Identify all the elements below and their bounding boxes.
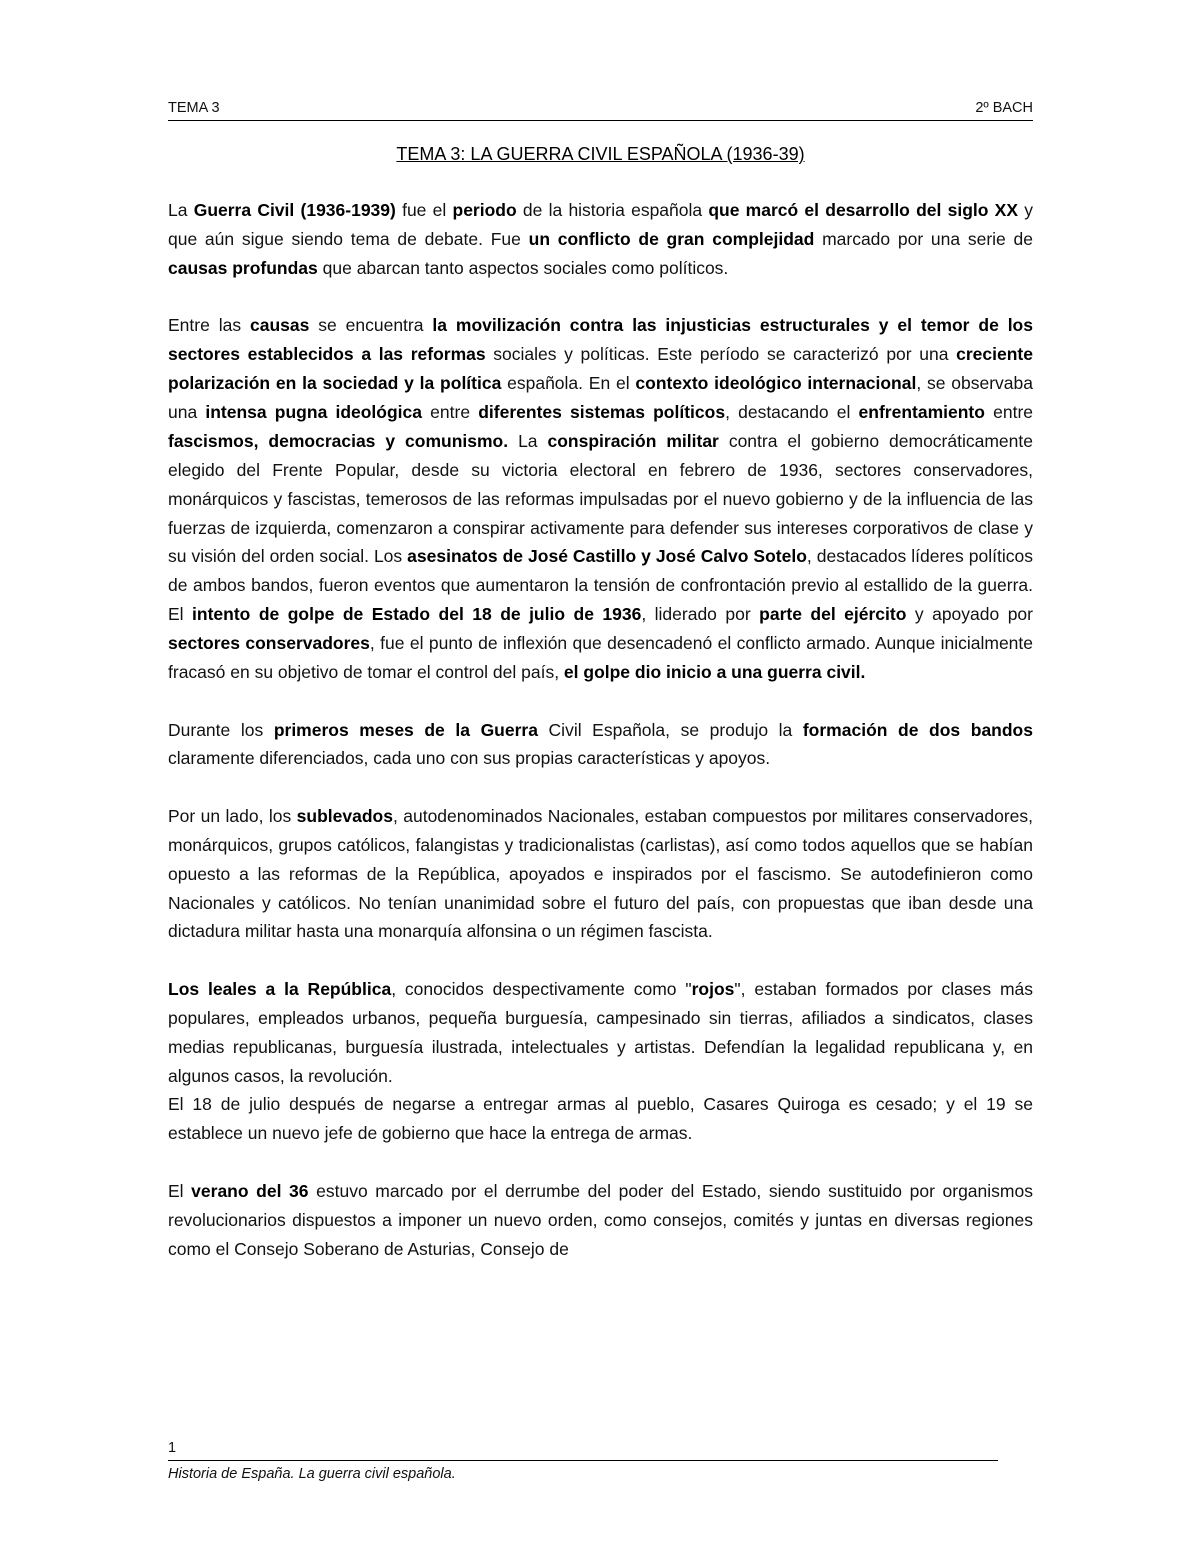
text-run: Durante los [168, 719, 274, 740]
header-right-text: 2º BACH [975, 100, 1033, 116]
bold-text: sublevados [296, 805, 393, 826]
text-run: , conocidos despectivamente como " [391, 978, 692, 999]
bold-text: Los leales a la República [168, 978, 392, 999]
document-body [168, 196, 1033, 1292]
bold-text: diferentes sistemas políticos [478, 401, 726, 422]
bold-text: causas profundas [168, 257, 318, 278]
text-run: , destacados líderes políticos de ambos bandos, fueron eventos que aumentaron la tensión de confrontación previo al estallido de la guerra. El [168, 546, 1033, 625]
text-run: ", estaban formados por clases más populares, empleados urbanos, pequeña burguesía, campesinado sin tierras, afiliados a sindicatos, clases medias republicanas, burguesía ilustrada, intelectuales y artistas. Defendían la legalidad republicana y, en algunos casos, la revolución. [168, 978, 1033, 1086]
paragraph [168, 975, 1033, 1091]
text-run: , destacando el [725, 401, 859, 422]
bold-text: fascismos, democracias y comunismo. [168, 430, 509, 451]
footer-subtitle: Historia de España. La guerra civil española. [168, 1466, 456, 1482]
text-run: La [508, 430, 548, 451]
text-run: , liderado por [641, 604, 760, 625]
bold-text: sectores conservadores [168, 633, 370, 654]
text-run: , fue el punto de inflexión que desencadenó el conflicto armado. Aunque inicialmente fracasó en su objetivo de tomar el control del país, [168, 633, 1033, 683]
text-run: se encuentra [309, 315, 433, 336]
text-run: sociales y políticas. Este período se caracterizó por una [485, 344, 957, 365]
bold-text: intento de golpe de Estado del 18 de julio de 1936 [192, 604, 642, 625]
document-title: TEMA 3: LA GUERRA CIVIL ESPAÑOLA (1936-39) [396, 144, 805, 164]
paragraph [168, 1090, 1033, 1148]
text-run: marcado por una serie de [814, 228, 1033, 249]
header-left-text: TEMA 3 [168, 100, 220, 116]
paragraph [168, 311, 1033, 687]
text-run: Por un lado, los [168, 805, 297, 826]
page-header [168, 98, 1033, 121]
text-run: El [168, 1180, 192, 1201]
text-run: y que aún sigue siendo tema de debate. Fue [168, 200, 1034, 249]
text-run: Civil Española, se produjo la [537, 719, 803, 740]
text-run: estuvo marcado por el derrumbe del poder del Estado, siendo sustituido por organismos revolucionarios dispuestos a imponer un nuevo orden, como consejos, comités y juntas en diversas regiones como el Consejo Soberano de Asturias, Consejo de [168, 1180, 1033, 1259]
bold-text: intensa pugna ideológica [205, 401, 423, 422]
text-run: de la historia española [516, 200, 709, 220]
bold-text: la movilización contra las injusticias estructurales y el temor de los sectores establecidos a las reformas [168, 315, 1033, 365]
text-run: , se observaba una [168, 373, 1033, 422]
text-run: que abarcan tanto aspectos sociales como políticos. [317, 257, 729, 278]
paragraph [168, 196, 1033, 283]
bold-text: rojos [691, 978, 735, 999]
bold-text: conspiración militar [547, 430, 719, 451]
text-run: española. En el [501, 373, 636, 394]
bold-text: un conflicto de gran complejidad [528, 228, 815, 249]
bold-text: que marcó el desarrollo del siglo XX [708, 200, 1019, 220]
bold-text: enfrentamiento [858, 401, 985, 422]
bold-text: primeros meses de la Guerra [273, 719, 538, 740]
page-number: 1 [168, 1440, 177, 1456]
bold-text: formación de dos bandos [802, 719, 1033, 740]
bold-text: contexto ideológico internacional [635, 373, 917, 394]
bold-text: verano del 36 [191, 1180, 309, 1201]
page-footer [168, 1440, 998, 1461]
bold-text: Guerra Civil (1936-1939) [193, 200, 396, 220]
bold-text: parte del ejército [759, 604, 907, 625]
bold-text: creciente polarización en la sociedad y la política [168, 344, 1033, 394]
bold-text: el golpe dio inicio a una guerra civil. [563, 662, 866, 683]
bold-text: causas [250, 315, 310, 336]
paragraph [168, 802, 1033, 947]
bold-text: asesinatos de José Castillo y José Calvo Sotelo [407, 546, 807, 567]
text-run: fue el [395, 200, 453, 220]
text-run: La [168, 200, 194, 220]
text-run: entre [984, 401, 1034, 422]
text-run: El 18 de julio después de negarse a entregar armas al pueblo, Casares Quiroga es cesado; y el 19 se establece un nuevo jefe de gobierno que hace la entrega de armas. [168, 1094, 1033, 1144]
text-run: , autodenominados Nacionales, estaban compuestos por militares conservadores, monárquicos, grupos católicos, falangistas y tradicionalistas (carlistas), así como todos aquellos que se habían opuesto a las reformas de la República, apoyados e inspirados por el fascismo. Se autodefinieron como Nacionales y católicos. No tenían unanimidad sobre el futuro del país, con propuestas que iban desde una dictadura militar hasta una monarquía alfonsina o un régimen fascista. [168, 805, 1034, 942]
text-run: claramente diferenciados, cada uno con sus propias características y apoyos. [168, 748, 771, 769]
paragraph [168, 1177, 1033, 1264]
text-run: contra el gobierno democráticamente elegido del Frente Popular, desde su victoria electoral en febrero de 1936, sectores conservadores, monárquicos y fascistas, temerosos de las reformas impulsadas por el nuevo gobierno y de la influencia de las fuerzas de izquierda, comenzaron a conspirar activamente para defender sus intereses corporativos de clase y su visión del orden social. Los [168, 430, 1033, 567]
text-run: y apoyado por [906, 604, 1033, 625]
text-run: entre [422, 401, 479, 422]
paragraph [168, 716, 1033, 774]
text-run: Entre las [168, 315, 250, 336]
bold-text: periodo [452, 200, 517, 220]
